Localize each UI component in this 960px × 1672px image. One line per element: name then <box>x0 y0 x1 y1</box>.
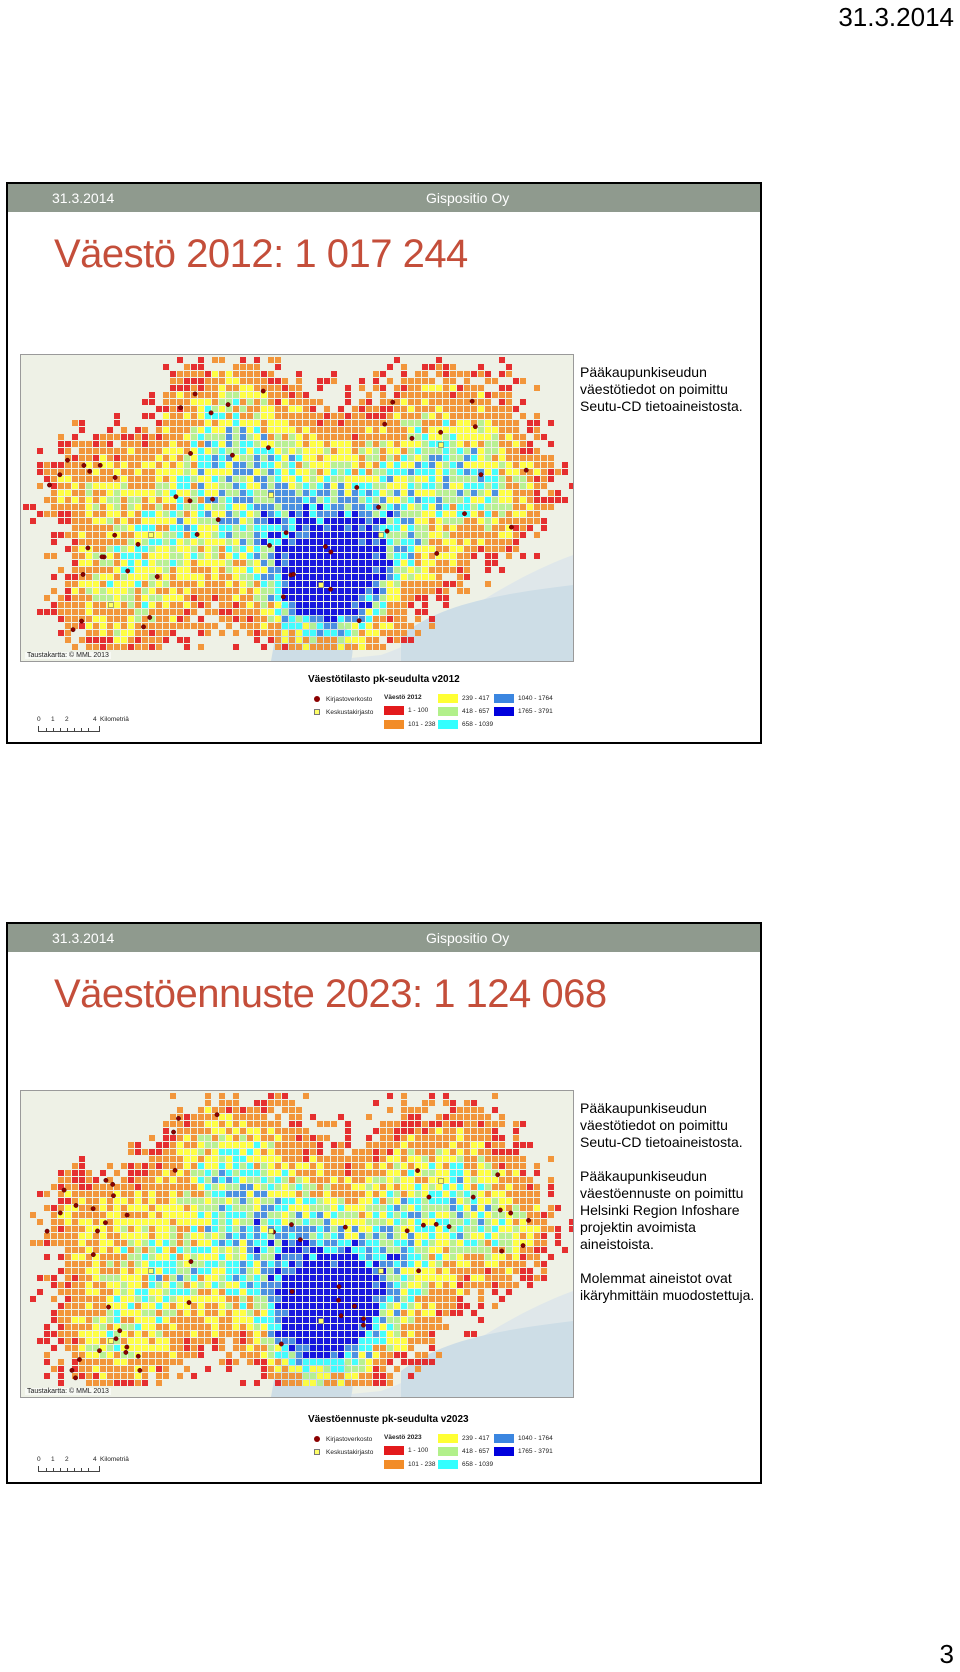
slide-title: Väestöennuste 2023: 1 124 068 <box>54 972 607 1016</box>
scale-label: 1 <box>51 1456 55 1463</box>
color-swatch <box>438 720 458 729</box>
scale-unit: Kilometriä <box>100 716 129 723</box>
scale-ticks <box>38 726 100 732</box>
library-dot-icon <box>314 696 320 702</box>
legend-label: 1 - 100 <box>408 707 429 715</box>
legend-label: 239 - 417 <box>462 1435 490 1443</box>
legend-title: Väestötilasto pk-seudulta v2012 <box>308 674 460 685</box>
color-swatch <box>494 1447 514 1456</box>
legend-label: 101 - 238 <box>408 1461 436 1469</box>
legend-class-2 <box>384 1460 435 1469</box>
central-library-square-icon <box>314 1449 320 1455</box>
scale-label: 0 <box>37 716 41 723</box>
legend-class-6 <box>494 694 553 703</box>
legend-central-library <box>314 1449 373 1456</box>
map-attribution: Taustakartta: © MML 2013 <box>27 652 109 659</box>
legend-class-2 <box>384 720 435 729</box>
legend-label: 239 - 417 <box>462 695 490 703</box>
legend-label: 1765 - 3791 <box>518 1448 553 1456</box>
slide-body-text <box>580 1100 756 1321</box>
color-swatch <box>494 1434 514 1443</box>
legend-label: Kirjastoverkosto <box>326 696 373 703</box>
legend-class-4 <box>438 707 489 716</box>
body-paragraph: Pääkaupunkiseudun väestöennuste on poimittu Helsinki Region Infoshare projektin avoimista aineistoista. <box>580 1168 744 1252</box>
scale-label: 0 <box>37 1456 41 1463</box>
population-forecast-map <box>20 1090 574 1398</box>
color-swatch <box>438 1460 458 1469</box>
population-grid-map <box>21 355 573 661</box>
legend-central-library <box>314 709 373 716</box>
legend-label: Keskustakirjasto <box>326 1449 374 1456</box>
color-swatch <box>438 707 458 716</box>
legend-class-6 <box>494 1434 553 1443</box>
legend-label: 1040 - 1764 <box>518 1435 553 1443</box>
color-swatch <box>494 707 514 716</box>
color-swatch <box>384 1460 404 1469</box>
legend-class-3 <box>438 1434 489 1443</box>
legend-label: Kirjastoverkosto <box>326 1436 373 1443</box>
color-swatch <box>438 1447 458 1456</box>
legend-title: Väestöennuste pk-seudulta v2023 <box>308 1414 469 1425</box>
page-number: 3 <box>939 1639 954 1669</box>
slide-header-company: Gispositio Oy <box>426 930 510 946</box>
slide-header <box>8 184 760 212</box>
body-paragraph: Pääkaupunkiseudun väestötiedot on poimittu Seutu-CD tietoaineistosta. <box>580 364 743 414</box>
map-attribution: Taustakartta: © MML 2013 <box>27 1388 109 1395</box>
slide-header-company: Gispositio Oy <box>426 190 510 206</box>
scale-unit: Kilometriä <box>100 1456 129 1463</box>
page-date: 31.3.2014 <box>838 2 954 32</box>
slide-2 <box>6 922 762 1484</box>
legend-label: 1765 - 3791 <box>518 708 553 716</box>
slide-header <box>8 924 760 952</box>
scale-label: 2 <box>65 716 69 723</box>
legend-class-3 <box>438 694 489 703</box>
legend-class-7 <box>494 707 553 716</box>
map-legend <box>314 1432 614 1478</box>
legend-label: 658 - 1039 <box>462 721 494 729</box>
legend-class-5 <box>438 1460 493 1469</box>
legend-label: 1040 - 1764 <box>518 695 553 703</box>
scale-label: 4 <box>93 1456 97 1463</box>
slide-1 <box>6 182 762 744</box>
legend-class-1 <box>384 706 428 715</box>
color-swatch <box>384 720 404 729</box>
scale-ticks <box>38 1466 100 1472</box>
population-map <box>20 354 574 662</box>
scale-label: 4 <box>93 716 97 723</box>
slide-header-date: 31.3.2014 <box>52 190 115 206</box>
map-legend <box>314 692 614 738</box>
legend-library-network <box>314 696 372 703</box>
color-swatch <box>494 694 514 703</box>
legend-class-title: Väestö 2023 <box>384 1434 422 1441</box>
body-paragraph: Pääkaupunkiseudun väestötiedot on poimittu Seutu-CD tietoaineistosta. <box>580 1100 743 1150</box>
legend-class-4 <box>438 1447 489 1456</box>
body-paragraph: Molemmat aineistot ovat ikäryhmittäin muodostettuja. <box>580 1270 755 1303</box>
color-swatch <box>384 1446 404 1455</box>
scale-label: 2 <box>65 1456 69 1463</box>
scale-label: 1 <box>51 716 55 723</box>
legend-label: 101 - 238 <box>408 721 436 729</box>
central-library-square-icon <box>314 709 320 715</box>
library-dot-icon <box>314 1436 320 1442</box>
legend-class-5 <box>438 720 493 729</box>
legend-class-1 <box>384 1446 428 1455</box>
color-swatch <box>438 694 458 703</box>
population-grid-map <box>21 1091 573 1397</box>
legend-label: 1 - 100 <box>408 1447 429 1455</box>
color-swatch <box>438 1434 458 1443</box>
legend-class-7 <box>494 1447 553 1456</box>
slide-header-date: 31.3.2014 <box>52 930 115 946</box>
color-swatch <box>384 706 404 715</box>
legend-label: 418 - 657 <box>462 1448 490 1456</box>
legend-class-title: Väestö 2012 <box>384 694 422 701</box>
legend-label: 418 - 657 <box>462 708 490 716</box>
slide-title: Väestö 2012: 1 017 244 <box>54 232 468 276</box>
legend-label: 658 - 1039 <box>462 1461 494 1469</box>
legend-label: Keskustakirjasto <box>326 709 374 716</box>
legend-library-network <box>314 1436 372 1443</box>
slide-body-text <box>580 364 756 432</box>
